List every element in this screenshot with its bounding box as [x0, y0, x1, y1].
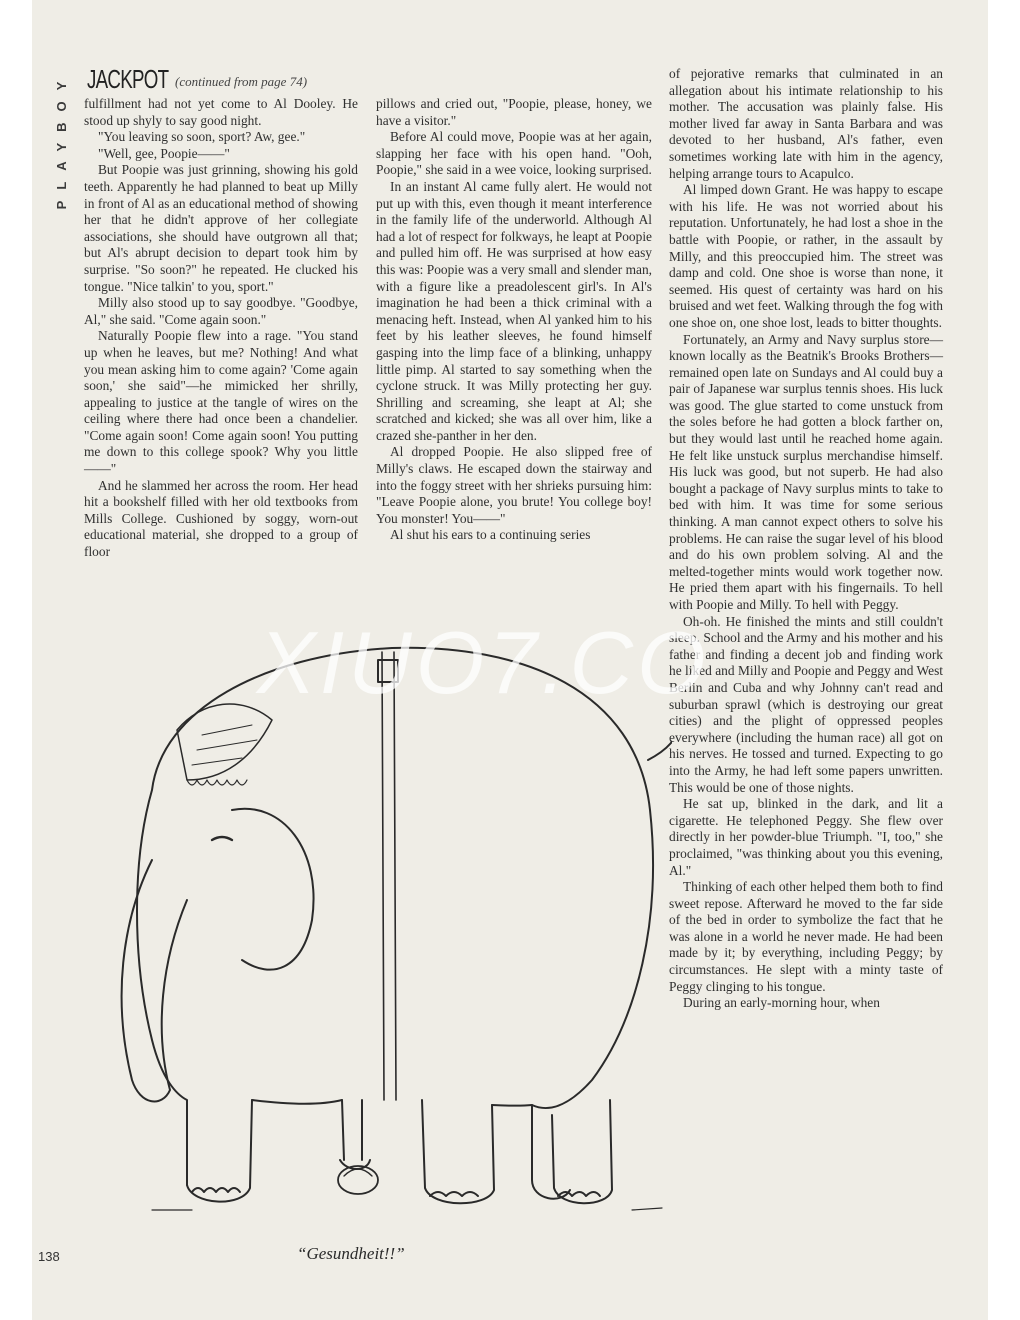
paragraph: And he slammed her across the room. Her head hit a bookshelf filled with her old textbooks from Mills College. Cushioned by soggy, worn-out educational material, she dropped to a group of floor — [84, 477, 358, 560]
paragraph: During an early-morning hour, when — [683, 995, 880, 1011]
elephant-front-leg — [187, 1100, 252, 1202]
paragraph: fulfillment had not yet come to Al Dooley. He stood up shyly to say good night. — [84, 96, 358, 128]
article-header — [87, 64, 308, 94]
paragraph: Before Al could move, Poopie was at her again, slapping her face with his open hand. "Ooh, Poopie," she said in a wee voice, looking surprised. — [376, 129, 652, 178]
magazine-page — [32, 0, 988, 1320]
text-column-2 — [376, 96, 652, 544]
elephant-front-leg — [252, 1100, 342, 1104]
paragraph: But Poopie was just grinning, showing his gold teeth. Apparently he had planned to beat up Milly in front of Al as an educational method of showing her that he didn't approve of her collegiate associations, she should have outgrown all that; but Al's abrupt decision to depart took him by surprise. "So soon?" he repeated. He clucked his tongue. "Nice talkin' to you, sport." — [84, 162, 358, 294]
elephant-eye — [212, 837, 232, 840]
paragraph: "Well, gee, Poopie——" — [98, 145, 230, 161]
paragraph: Al limped down Grant. He was happy to escape with his life. He was not worried about his reputation. Unfortunately, he had lost a shoe in the battle with Poopie, or rather, in the assault by Milly, and this preoccupied him. The street was damp and cold. One shoe is worse than none, it seemed. His quest of certainty was hard on his bruised and wet feet. Walking through the fog with one shoe on, one shoe lost, leads to bitter thoughts. — [669, 182, 943, 330]
cartoon-caption: “Gesundheit!!” — [297, 1244, 405, 1263]
elephant-cartoon-illustration — [92, 560, 672, 1225]
paragraph: Al dropped Poopie. He also slipped free of Milly's claws. He escaped down the stairway and into the foggy street with her shrieks pursuing him: "Leave Poopie alone, you brute! You college boy! You monster! You——" — [376, 444, 652, 526]
page-number: 138 — [38, 1249, 60, 1264]
elephant-rear-leg — [422, 1100, 494, 1203]
masthead-text: PLAYBOY — [54, 70, 69, 210]
paragraph: Naturally Poopie flew into a rage. "You stand up when he leaves, but me? Nothing! And what you mean asking him to come again? 'Come again soon,' she said"—he mimicked her shrilly, appealing to justice at the tangle of wires on the ceiling where there had once been a chandelier. "Come again soon! Come again soon! You putting me down to this college spook? Why you little——" — [84, 328, 358, 477]
paragraph: "You leaving so soon, sport? Aw, gee." — [98, 129, 306, 145]
text-column-1 — [84, 96, 358, 561]
paragraph: Fortunately, an Army and Navy surplus store—known locally as the Beatnik's Brooks Brothers—remained open late on Sundays and Al could buy a pair of Japanese war surplus tennis shoes. His luck was good. The glue started to come unstuck from the soles before he had gotten a block farther on, but they would last until he reached home again. He felt like unstuck surplus merchandise himself. His luck was good, but not superb. He had also bought a package of Navy surplus mints to take to bed with him. It was time for some serious thinking. A man cannot expect others to solve his problems. He can raise the sugar level of his blood and do his own problem solving. Al and the melted-together mints would work together now. He pried them apart with his fingernails. To hell with Poopie and Milly. To hell with Peggy. — [669, 331, 943, 612]
paragraph: Milly also stood up to say goodbye. "Goodbye, Al," she said. "Come again soon." — [84, 295, 358, 327]
elephant-rear-leg — [492, 1105, 532, 1106]
paragraph: In an instant Al came fully alert. He would not put up with this, even though it meant interference in the family life of the underworld. Although Al had a lot of respect for folkways, he leapt at Poopie and pulled him off. He was surprised at how easy this was: Poopie was a very small and slender man, with a figure like a preadolescent girl's. In Al's imagination he had been a thick criminal with a menacing heft. Instead, when Al yanked him to his feet by his leather sleeves, he found himself gasping into the limp face of a blinking, unhappy little pimp. Al started to say something when the cyclone struck. It was Milly protecting her guy. Shrilling and screaming, she leapt at Al; she scratched and kicked; she was all over him, like a crazed she-panther in her den. — [376, 178, 652, 443]
elephant-headdress — [177, 704, 272, 780]
paragraph: pillows and cried out, "Poopie, please, honey, we have a visitor." — [376, 96, 652, 128]
paragraph: Al shut his ears to a continuing series — [390, 527, 591, 543]
paragraph: Oh-oh. He finished the mints and still couldn't sleep. School and the Army and his mother and his father and finding a decent job and finding work he liked and Milly and Poopie and Peggy and West Berlin and Cuba and why Johnny can't read and suburban sprawl (which is destroying our great cities) and the plight of oppressed peoples everywhere (including the human race) all got on his nerves. He tossed and turned. Expecting to go into the Army, he had left some papers unwritten. This would be one of those nights. — [669, 613, 943, 795]
paragraph: Thinking of each other helped them both to find sweet repose. Afterward he moved to the far side of the bed in order to symbolize the fact that he was alone in a world he never made. He had been made by it; by everything, including Peggy; by circumstances. He slept with a minty taste of Peggy clinging to his tongue. — [669, 879, 943, 994]
man-legs — [340, 1100, 370, 1169]
paragraph: He sat up, blinked in the dark, and lit a cigarette. He telephoned Peggy. She flew over directly in her powder-blue Triumph. "I, too," she proclaimed, "was thinking about you this evening, Al." — [669, 796, 943, 878]
watermark: XIUO7.CO — [257, 613, 710, 712]
man-head — [338, 1166, 378, 1194]
continued-note: (continued from page 74) — [175, 74, 308, 89]
text-column-3 — [669, 66, 943, 1012]
elephant-trunk — [122, 860, 187, 1101]
magazine-masthead — [50, 60, 74, 220]
article-title: JACKPOT — [87, 64, 169, 94]
elephant-tail — [648, 720, 672, 765]
paragraph: of pejorative remarks that culminated in an allegation about his intimate relationship to his mother. The accusation was plainly false. His mother lived far away in Santa Barbara and was devoted to her husband, Al's father, even sometimes working late with him in the agency, helping arrange tours to Acapulco. — [669, 66, 943, 181]
zipper-line — [382, 652, 384, 1100]
elephant-ear — [232, 809, 314, 970]
